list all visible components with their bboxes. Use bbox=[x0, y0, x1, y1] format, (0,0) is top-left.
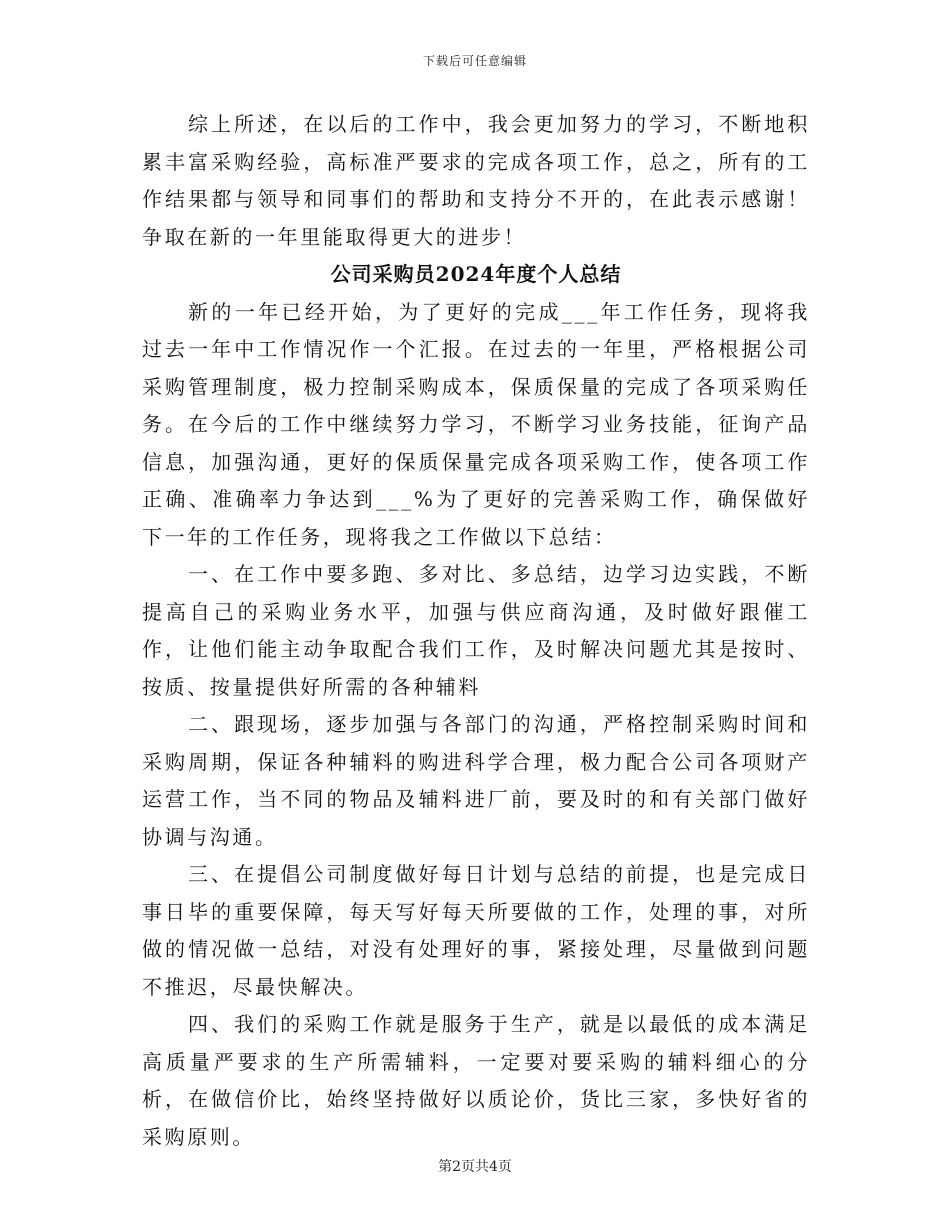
page-header-note: 下载后可任意编辑 bbox=[422, 54, 527, 68]
intro-paragraph: 综上所述，在以后的工作中，我会更加努力的学习，不断地积累丰富采购经验，高标准严要求的完成各项工作，总之，所有的工作结果都与领导和同事们的帮助和支持分不开的，在此表示感谢！争取在新的一年里能取得更大的进步！ bbox=[142, 112, 810, 249]
document-body bbox=[142, 106, 810, 1156]
paragraph-opening: 新的一年已经开始，为了更好的完成___年工作任务，现将我过去一年中工作情况作一个汇报。在过去的一年里，严格根据公司采购管理制度，极力控制采购成本，保质保量的完成了各项采购任务。在今后的工作中继续努力学习，不断学习业务技能，征询产品信息，加强沟通，更好的保质保量完成各项采购工作，使各项工作正确、准确率力争达到___%为了更好的完善采购工作，确保做好下一年的工作任务，现将我之工作做以下总结： bbox=[142, 299, 810, 549]
paragraph-item-4: 四、我们的采购工作就是服务于生产，就是以最低的成本满足高质量严要求的生产所需辅料，一定要对要采购的辅料细心的分析，在做信价比，始终坚持做好以质论价，货比三家，多快好省的采购原则。 bbox=[142, 1012, 810, 1149]
paragraph-item-2: 二、跟现场，逐步加强与各部门的沟通，严格控制采购时间和采购周期，保证各种辅料的购进科学合理，极力配合公司各项财产运营工作，当不同的物品及辅料进厂前，要及时的和有关部门做好协调与沟通。 bbox=[142, 712, 810, 849]
paragraph-item-1: 一、在工作中要多跑、多对比、多总结，边学习边实践，不断提高自己的采购业务水平，加强与供应商沟通，及时做好跟催工作，让他们能主动争取配合我们工作，及时解决问题尤其是按时、按质、按量提供好所需的各种辅料 bbox=[142, 562, 810, 699]
paragraph-item-3: 三、在提倡公司制度做好每日计划与总结的前提，也是完成日事日毕的重要保障，每天写好每天所要做的工作，处理的事，对所做的情况做一总结，对没有处理好的事，紧接处理，尽量做到问题不推迟，尽最快解决。 bbox=[142, 862, 810, 999]
document-title: 公司采购员2024年度个人总结 bbox=[330, 262, 622, 286]
page-number: 第2页共4页 bbox=[438, 1159, 512, 1175]
